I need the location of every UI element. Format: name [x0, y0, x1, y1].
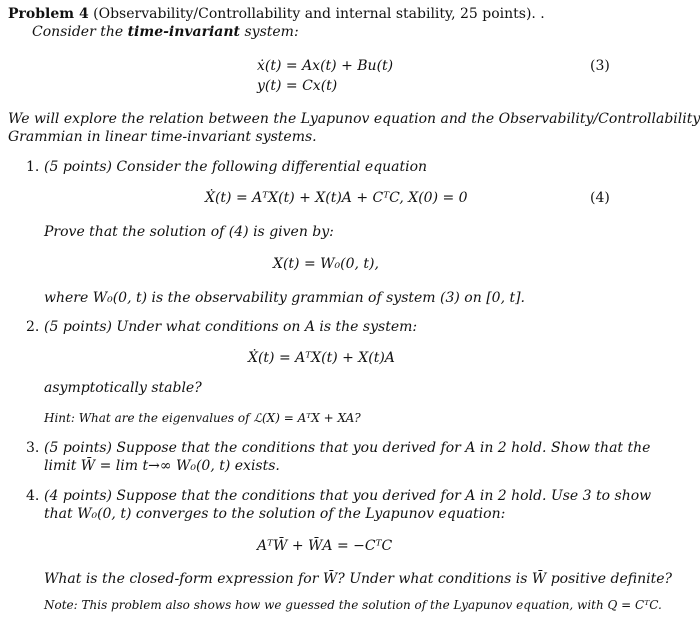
item-4-text-line-1: (4 points) Suppose that the conditions that you derived for A in 2 hold. Use 3 to show — [44, 488, 652, 504]
intro-line — [32, 24, 299, 40]
item-4-question: What is the closed-form expression for W̄? Under what conditions is W̄ positive definite? — [44, 571, 673, 587]
intro-bold: time-invariant — [127, 24, 241, 40]
equation-number-4: (4) — [590, 190, 610, 206]
item-4-text-line-2: that W₀(0, t) converges to the solution of the Lyapunov equation: — [44, 506, 506, 522]
item-3-number: 3. — [26, 440, 40, 456]
item-1-number: 1. — [26, 159, 40, 175]
intro-suffix: system: — [240, 24, 299, 40]
item-3-text-line-1: (5 points) Suppose that the conditions that you derived for A in 2 hold. Show that the — [44, 440, 651, 456]
item-1-text: (5 points) Consider the following differential equation — [44, 159, 428, 175]
problem-heading: Problem 4 — [8, 6, 89, 22]
item-4-number: 4. — [26, 488, 40, 504]
item-2-hint: Hint: What are the eigenvalues of ℒ(X) = AᵀX + XA? — [44, 411, 361, 425]
item-4-lyapunov-equation: AᵀW̄ + W̄A = −CᵀC — [257, 538, 393, 554]
system-equation-line-1: ẋ(t) = Ax(t) + Bu(t) — [257, 58, 394, 74]
explore-text-line-1: We will explore the relation between the Lyapunov equation and the Observability/Controllability — [8, 111, 700, 127]
item-2-equation: Ẋ(t) = AᵀX(t) + X(t)A — [248, 350, 395, 366]
item-4-note: Note: This problem also shows how we guessed the solution of the Lyapunov equation, with Q = CᵀC. — [44, 598, 662, 612]
intro-prefix: Consider the — [32, 24, 128, 40]
system-equation-line-2: y(t) = Cx(t) — [257, 78, 338, 94]
explore-text-line-2: Grammian in linear time-invariant systems. — [8, 129, 317, 145]
equation-number-3: (3) — [590, 58, 610, 74]
item-1-equation: Ẋ(t) = AᵀX(t) + X(t)A + CᵀC, X(0) = 0 — [205, 190, 468, 206]
item-2-follow-text: asymptotically stable? — [44, 380, 202, 396]
item-1-where-text: where W₀(0, t) is the observability grammian of system (3) on [0, t]. — [44, 290, 526, 306]
item-3-text-line-2: limit W̄ = lim t→∞ W₀(0, t) exists. — [44, 458, 280, 474]
problem-subtitle: (Observability/Controllability and internal stability, 25 points). . — [93, 6, 545, 22]
problem-heading-line — [8, 6, 545, 22]
item-2-text: (5 points) Under what conditions on A is the system: — [44, 319, 418, 335]
item-1-solution-equation: X(t) = W₀(0, t), — [273, 256, 379, 272]
item-1-prove-text: Prove that the solution of (4) is given by: — [44, 224, 334, 240]
item-2-number: 2. — [26, 319, 40, 335]
